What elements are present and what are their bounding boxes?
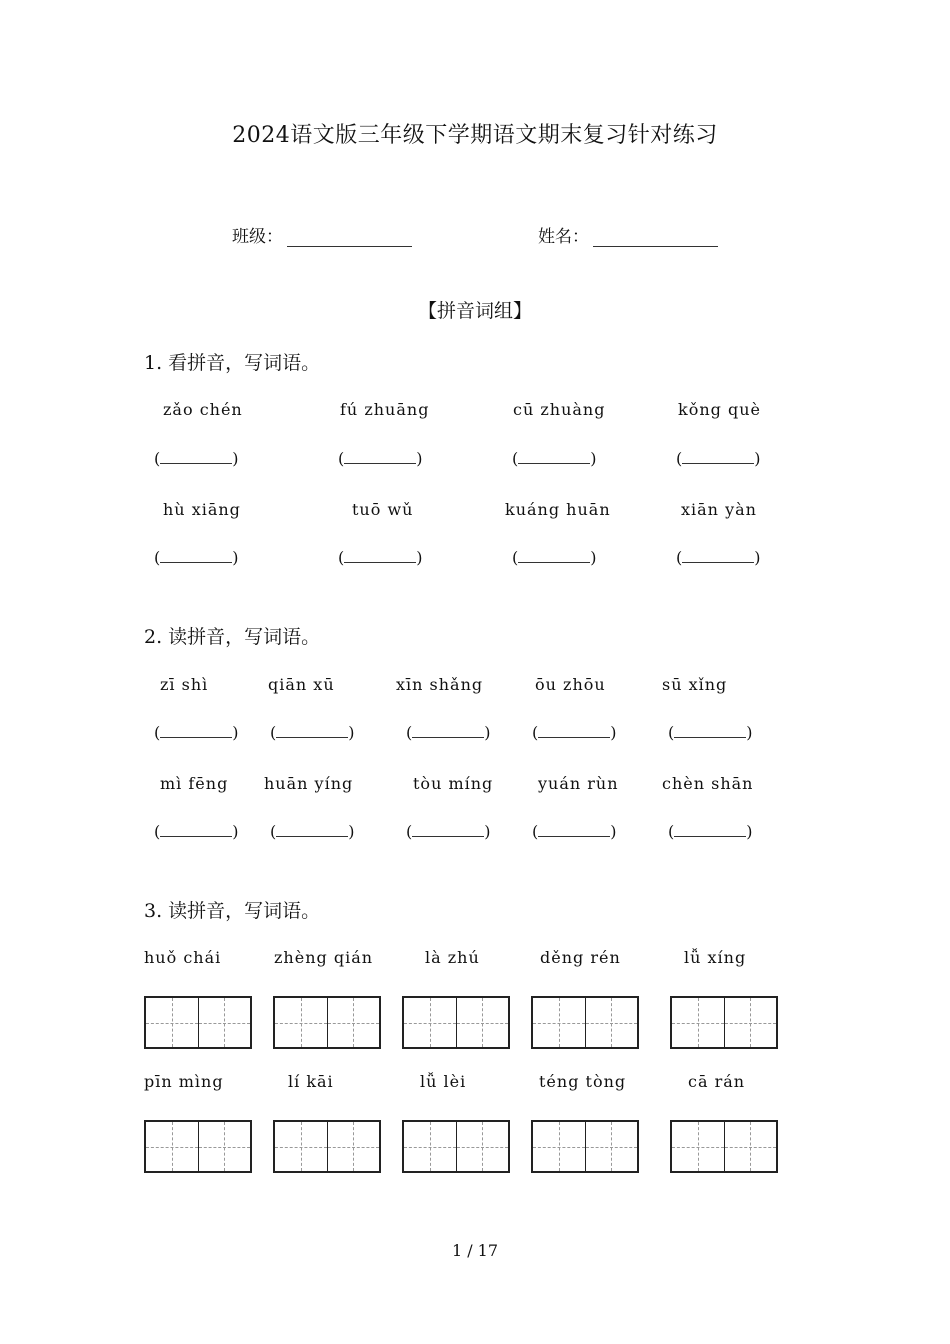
pinyin-item: tuō wǔ xyxy=(352,500,414,519)
answer-blank[interactable]: ( ) xyxy=(532,723,617,742)
answer-blank[interactable]: ( ) xyxy=(532,822,617,841)
answer-blank[interactable]: ( ) xyxy=(406,723,491,742)
writing-grid[interactable] xyxy=(273,1120,381,1173)
writing-grid[interactable] xyxy=(273,996,381,1049)
answer-blank[interactable]: ( ) xyxy=(338,548,423,567)
answer-blank[interactable]: ( ) xyxy=(154,548,239,567)
pinyin-item: kǒng què xyxy=(678,400,761,419)
page-number: 1 / 17 xyxy=(451,1241,499,1260)
name-input-line[interactable] xyxy=(593,230,718,247)
pinyin-item: kuáng huān xyxy=(505,500,611,519)
question-3-title: 3. 读拼音，写词语。 xyxy=(144,900,321,922)
pinyin-item: hù xiāng xyxy=(163,500,241,519)
pinyin-item: lǚ xíng xyxy=(684,948,747,967)
writing-grid[interactable] xyxy=(144,996,252,1049)
pinyin-item: fú zhuāng xyxy=(340,400,430,419)
writing-grid[interactable] xyxy=(402,1120,510,1173)
pinyin-item: děng rén xyxy=(540,948,621,967)
writing-grid[interactable] xyxy=(531,996,639,1049)
answer-blank[interactable]: ( ) xyxy=(512,548,597,567)
question-1-title: 1. 看拼音，写词语。 xyxy=(144,352,321,374)
pinyin-item: zǎo chén xyxy=(163,400,243,419)
writing-grid[interactable] xyxy=(670,996,778,1049)
answer-blank[interactable]: ( ) xyxy=(668,723,753,742)
writing-grid[interactable] xyxy=(144,1120,252,1173)
answer-blank[interactable]: ( ) xyxy=(676,449,761,468)
section-title: 【拼音词组】 xyxy=(417,300,532,322)
class-label: 班级： xyxy=(232,227,283,247)
class-field xyxy=(232,222,412,247)
pinyin-item: lǚ lèi xyxy=(420,1072,467,1091)
pinyin-item: zī shì xyxy=(160,675,209,694)
page-title: 2024语文版三年级下学期语文期末复习针对练习 xyxy=(232,123,718,148)
pinyin-item: tòu míng xyxy=(413,774,494,793)
answer-blank[interactable]: ( ) xyxy=(154,723,239,742)
pinyin-item: pīn mìng xyxy=(144,1072,224,1091)
pinyin-item: xiān yàn xyxy=(681,500,757,519)
pinyin-item: mì fēng xyxy=(160,774,229,793)
writing-grid[interactable] xyxy=(670,1120,778,1173)
answer-blank[interactable]: ( ) xyxy=(406,822,491,841)
pinyin-item: ōu zhōu xyxy=(535,675,606,694)
pinyin-item: huǒ chái xyxy=(144,948,222,967)
pinyin-item: huān yíng xyxy=(264,774,354,793)
pinyin-item: là zhú xyxy=(425,948,480,967)
writing-grid[interactable] xyxy=(402,996,510,1049)
writing-grid[interactable] xyxy=(531,1120,639,1173)
answer-blank[interactable]: ( ) xyxy=(154,449,239,468)
class-input-line[interactable] xyxy=(287,230,412,247)
answer-blank[interactable]: ( ) xyxy=(270,723,355,742)
name-field xyxy=(538,222,718,247)
question-2-title: 2. 读拼音，写词语。 xyxy=(144,626,321,648)
pinyin-item: xīn shǎng xyxy=(396,675,484,694)
answer-blank[interactable]: ( ) xyxy=(676,548,761,567)
pinyin-item: cā rán xyxy=(688,1072,746,1091)
pinyin-item: qiān xū xyxy=(268,675,335,694)
pinyin-item: sū xǐng xyxy=(662,675,728,694)
pinyin-item: yuán rùn xyxy=(538,774,619,793)
answer-blank[interactable]: ( ) xyxy=(154,822,239,841)
pinyin-item: cū zhuàng xyxy=(513,400,606,419)
name-label: 姓名： xyxy=(538,227,589,247)
answer-blank[interactable]: ( ) xyxy=(338,449,423,468)
answer-blank[interactable]: ( ) xyxy=(668,822,753,841)
answer-blank[interactable]: ( ) xyxy=(512,449,597,468)
pinyin-item: zhèng qián xyxy=(274,948,374,967)
answer-blank[interactable]: ( ) xyxy=(270,822,355,841)
pinyin-item: chèn shān xyxy=(662,774,754,793)
pinyin-item: lí kāi xyxy=(288,1072,334,1091)
pinyin-item: téng tòng xyxy=(539,1072,627,1091)
